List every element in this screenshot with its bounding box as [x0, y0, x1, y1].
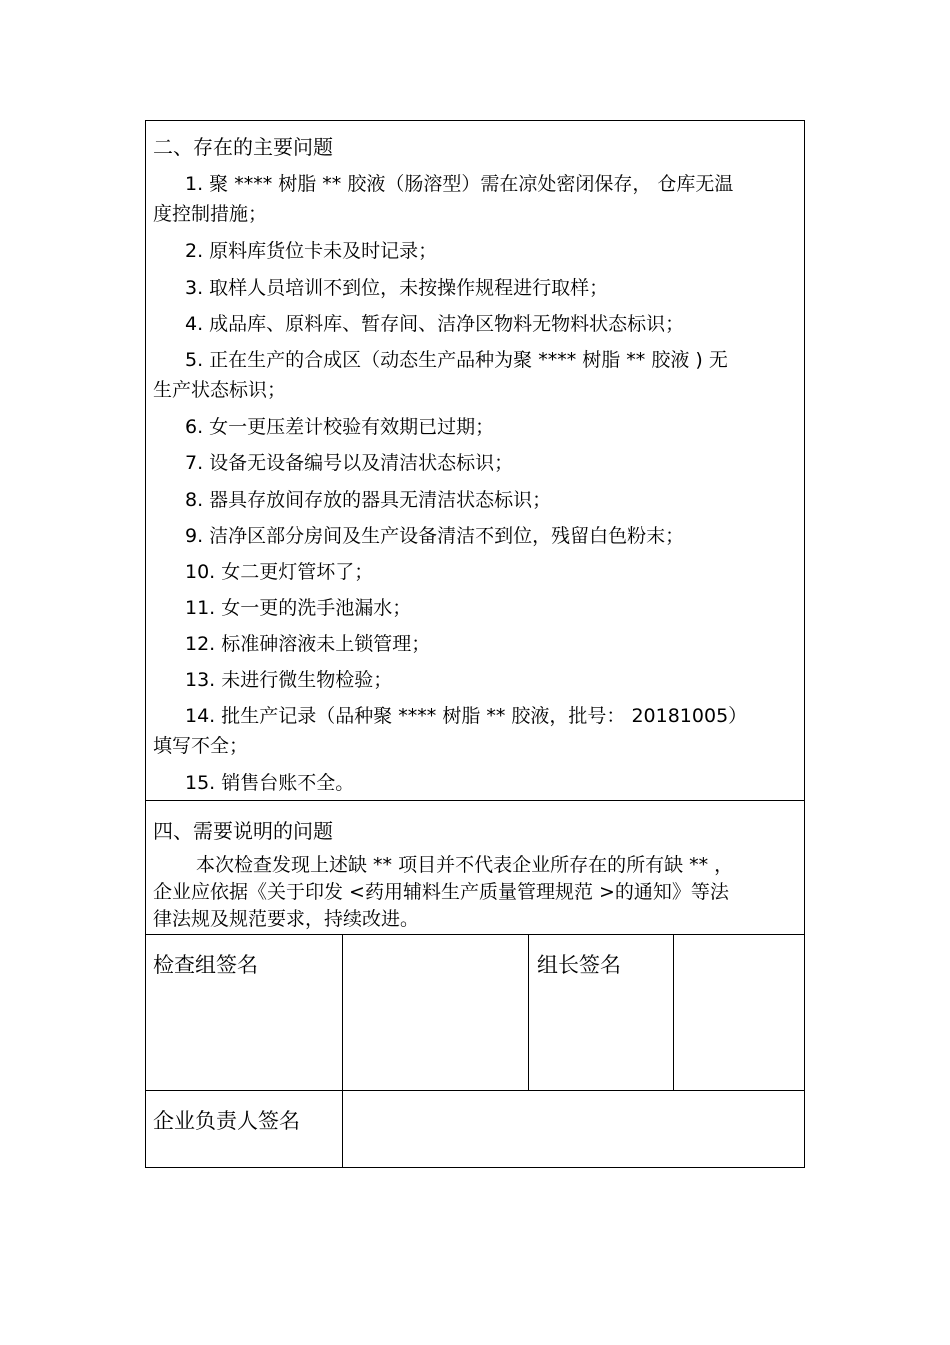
issue-1-line1: 1. 聚 **** 树脂 ** 胶液（肠溶型）需在凉处密闭保存， 仓库无温: [185, 173, 734, 195]
issue-3: 3. 取样人员培训不到位，未按操作规程进行取样；: [185, 277, 609, 299]
issue-14-line2: 填写不全；: [153, 735, 249, 757]
section4-line2: 企业应依据《关于印发 <药用辅料生产质量管理规范 >的通知》等法: [153, 881, 729, 903]
issue-8: 8. 器具存放间存放的器具无清洁状态标识；: [185, 489, 552, 511]
issue-9: 9. 洁净区部分房间及生产设备清洁不到位，残留白色粉末；: [185, 525, 685, 547]
enterprise-head-signature-field[interactable]: [343, 1091, 804, 1167]
issue-1-line2: 度控制措施；: [153, 203, 268, 225]
issue-5-line2: 生产状态标识；: [153, 379, 287, 401]
section4-title: 四、需要说明的问题: [153, 819, 333, 843]
issue-15: 15. 销售台账不全。: [185, 772, 355, 794]
team-leader-signature-label: 组长签名: [537, 953, 621, 977]
team-leader-signature-field[interactable]: [674, 935, 804, 1090]
enterprise-head-signature-label: 企业负责人签名: [153, 1109, 300, 1133]
sig-col-divider-2: [528, 934, 529, 1090]
inspection-group-signature-label: 检查组签名: [153, 953, 258, 977]
section4-line3: 律法规及规范要求，持续改进。: [153, 908, 420, 930]
issue-4: 4. 成品库、原料库、暂存间、洁净区物料无物料状态标识；: [185, 313, 685, 335]
issue-2: 2. 原料库货位卡未及时记录；: [185, 240, 438, 262]
inspection-report-table: [145, 120, 805, 1168]
issue-7: 7. 设备无设备编号以及清洁状态标识；: [185, 452, 514, 474]
divider-section2: [146, 800, 804, 801]
section2-title: 二、存在的主要问题: [153, 135, 333, 159]
issue-10: 10. 女二更灯管坏了；: [185, 561, 374, 583]
issue-11: 11. 女一更的洗手池漏水；: [185, 597, 412, 619]
issue-13: 13. 未进行微生物检验；: [185, 669, 393, 691]
issue-12: 12. 标准砷溶液未上锁管理；: [185, 633, 431, 655]
issue-5-line1: 5. 正在生产的合成区（动态生产品种为聚 **** 树脂 ** 胶液 ) 无: [185, 349, 728, 371]
issue-6: 6. 女一更压差计校验有效期已过期；: [185, 416, 495, 438]
inspection-group-signature-field[interactable]: [343, 935, 528, 1090]
issue-14-line1: 14. 批生产记录（品种聚 **** 树脂 ** 胶液，批号： 20181005）: [185, 705, 748, 727]
section4-line1: 本次检查发现上述缺 ** 项目并不代表企业所存在的所有缺 ** ，: [196, 854, 734, 876]
